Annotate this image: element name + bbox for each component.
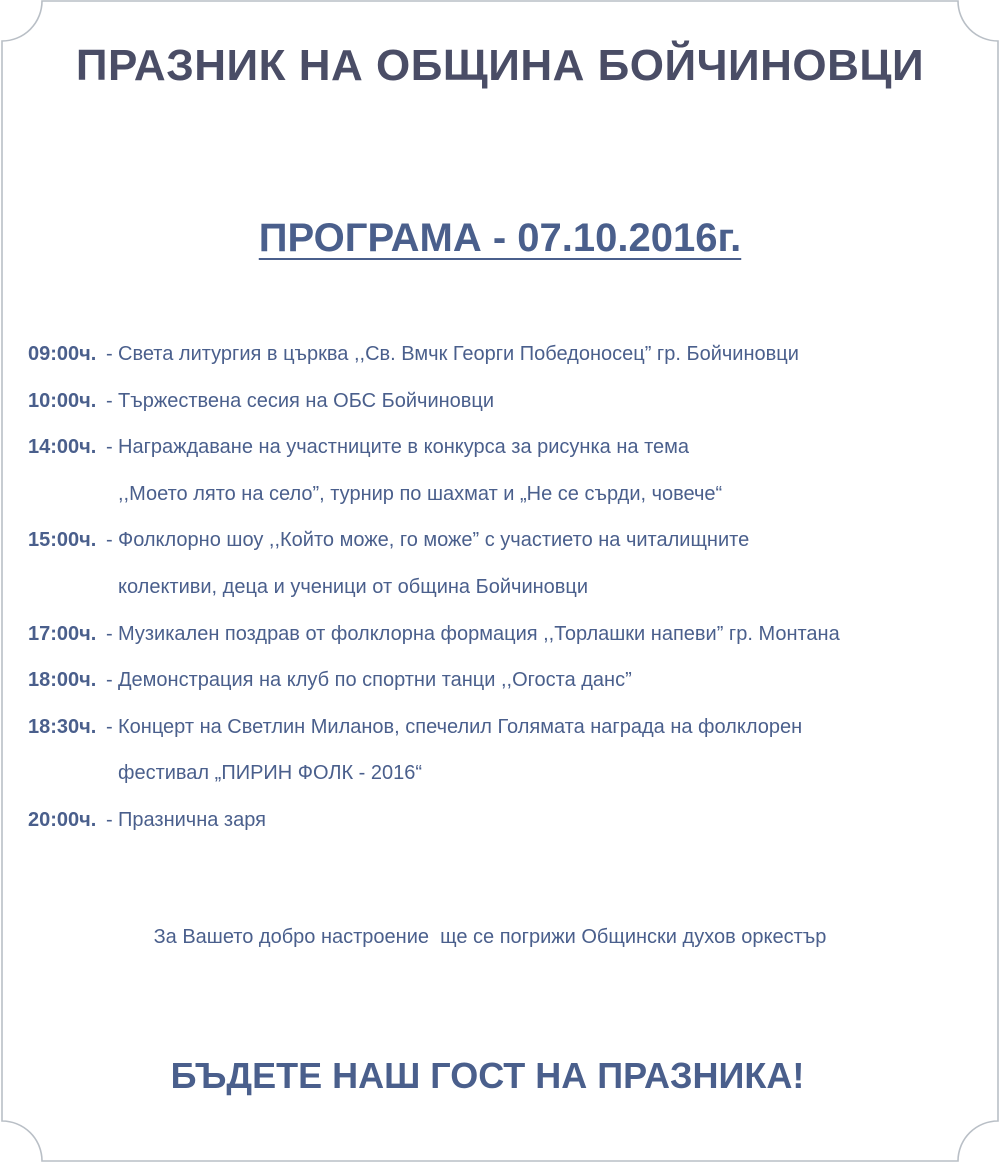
event-time: 09:00ч. (28, 343, 97, 365)
program-heading (0, 212, 1000, 264)
event-text: Концерт на Светлин Миланов, спечелил Голямата награда на фолклорен (118, 715, 803, 738)
orchestra-note: За Вашето добро настроение ще се погрижи Общински духов оркестър (153, 926, 827, 948)
schedule-item (28, 337, 988, 371)
event-text: Тържествена сесия на ОБС Бойчиновци (118, 389, 495, 412)
schedule-item (28, 430, 988, 511)
event-dash: - (106, 715, 113, 738)
event-text-continuation: фестивал „ПИРИН ФОЛК - 2016“ (118, 762, 423, 785)
schedule-item (28, 803, 988, 837)
closing-invitation: БЪДЕТЕ НАШ ГОСТ НА ПРАЗНИКА! (170, 1055, 805, 1096)
event-text: Демонстрация на клуб по спортни танци ,,Огоста данс” (118, 669, 632, 692)
event-time: 15:00ч. (28, 529, 97, 552)
event-text-continuation: ,,Моето лято на село”, турнир по шахмат и „Не се сърди, човече“ (118, 482, 723, 505)
schedule-item (28, 710, 988, 791)
event-text: Света литургия в църква ,,Св. Вмчк Георги Победоносец” гр. Бойчиновци (118, 343, 799, 365)
event-text: Награждаване на участниците в конкурса за рисунка на тема (118, 436, 690, 459)
event-time: 18:30ч. (28, 715, 97, 738)
schedule-list (28, 337, 988, 850)
event-dash: - (106, 808, 113, 831)
page-title: ПРАЗНИК НА ОБЩИНА БОЙЧИНОВЦИ (75, 41, 925, 90)
event-text: Фолклорно шоу ,,Който може, го може” с участието на читалищните (118, 529, 750, 552)
event-text: Музикален поздрав от фолклорна формация ,,Торлашки напеви” гр. Монтана (118, 622, 840, 645)
event-dash: - (106, 436, 113, 459)
event-text-continuation: колективи, деца и ученици от община Бойчиновци (118, 575, 589, 598)
event-dash: - (106, 529, 113, 552)
event-time: 10:00ч. (28, 389, 97, 412)
event-time: 14:00ч. (28, 436, 97, 459)
event-time: 20:00ч. (28, 808, 97, 831)
event-dash: - (106, 669, 113, 692)
event-dash: - (106, 343, 113, 365)
schedule-item (28, 523, 988, 604)
event-time: 18:00ч. (28, 669, 97, 692)
schedule-item (28, 663, 988, 697)
event-text: Празнична заря (118, 808, 266, 831)
schedule-item (28, 384, 988, 418)
event-dash: - (106, 389, 113, 412)
event-time: 17:00ч. (28, 622, 97, 645)
program-heading-text: ПРОГРАМА - 07.10.2016г. (258, 216, 742, 260)
event-dash: - (106, 622, 113, 645)
schedule-item (28, 617, 988, 651)
